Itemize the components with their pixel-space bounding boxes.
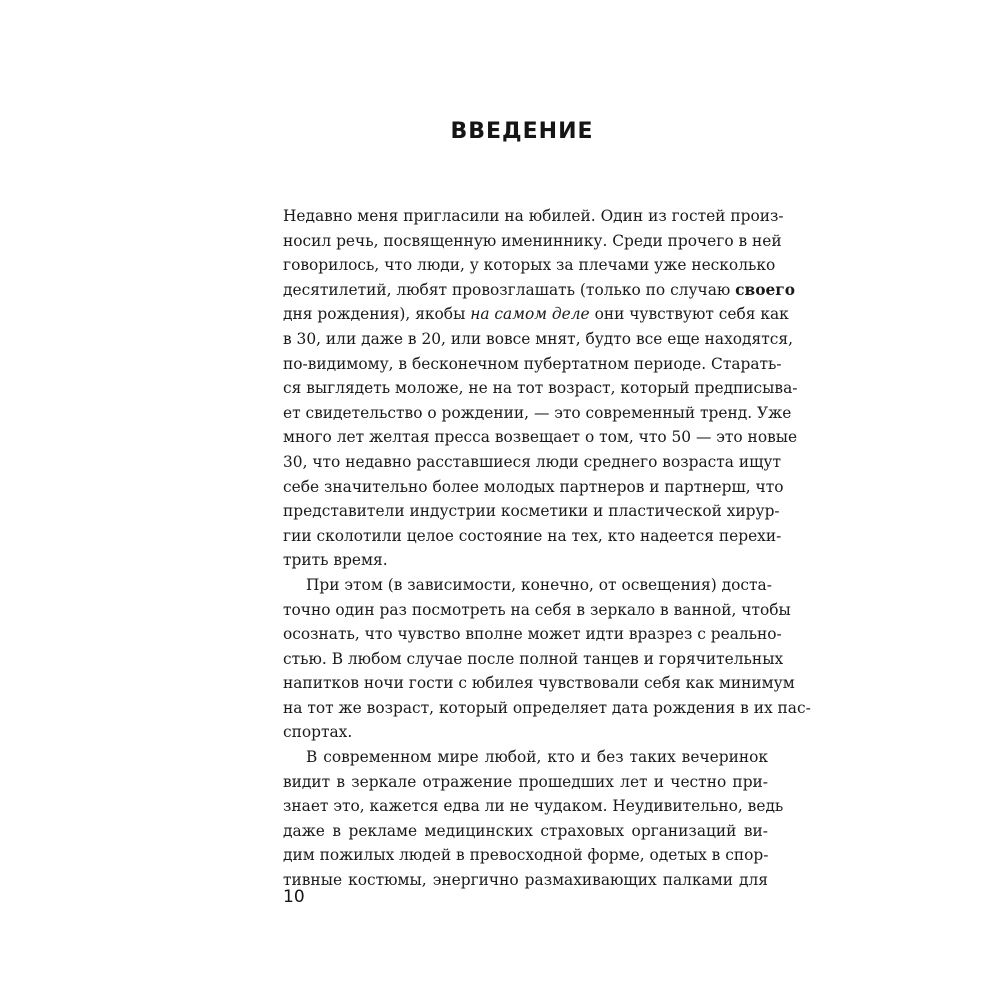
text-line: носил речь, посвященную имениннику. Среди прочего в ней bbox=[283, 231, 782, 250]
text-line: стью. В любом случае после полной танцев и горячительных bbox=[283, 649, 784, 668]
text-line: гии сколотили целое состояние на тех, кто надеется перехи- bbox=[283, 526, 782, 545]
text-line: осознать, что чувство вполне может идти вразрез с реально- bbox=[283, 625, 782, 644]
text-line: 30, что недавно расставшиеся люди среднего возраста ищут bbox=[283, 452, 781, 471]
text-line: тивные костюмы, энергично размахивающих палками для bbox=[283, 871, 768, 890]
text-line: много лет желтая пресса возвещает о том, что 50 — это новые bbox=[283, 428, 798, 447]
text-line: При этом (в зависимости, конечно, от освещения) доста- bbox=[306, 575, 772, 594]
bold-emphasis: своего bbox=[735, 280, 795, 299]
text-line bbox=[283, 302, 789, 327]
text-line: даже в рекламе медицинских страховых организаций ви- bbox=[283, 821, 768, 840]
text-line: представители индустрии косметики и пластической хирур- bbox=[283, 502, 780, 521]
text-line: видит в зеркале отражение прошедших лет и честно при- bbox=[283, 772, 768, 791]
italic-emphasis: на самом деле bbox=[470, 305, 590, 324]
text-line: знает это, кажется едва ли не чудаком. Неудивительно, ведь bbox=[283, 797, 784, 816]
body-text bbox=[283, 204, 811, 893]
text-line: В современном мире любой, кто и без таких вечеринок bbox=[306, 748, 768, 767]
chapter-heading: ВВЕДЕНИЕ bbox=[450, 119, 594, 144]
text-line: ет свидетельство о рождении, — это современный тренд. Уже bbox=[283, 403, 792, 422]
text-line: на тот же возраст, который определяет дата рождения в их пас- bbox=[283, 698, 811, 717]
text-fragment: дня рождения), якобы bbox=[283, 305, 471, 324]
text-line: по-видимому, в бесконечном пубертатном периоде. Старать- bbox=[283, 354, 782, 373]
text-line: себе значительно более молодых партнеров и партнерш, что bbox=[283, 477, 784, 496]
text-line: в 30, или даже в 20, или вовсе мнят, будто все еще находятся, bbox=[283, 329, 793, 348]
text-fragment: десятилетий, любят провозглашать (только по случаю bbox=[283, 280, 736, 299]
text-line: трить время. bbox=[283, 551, 388, 570]
text-line: точно один раз посмотреть на себя в зеркало в ванной, чтобы bbox=[283, 600, 791, 619]
text-line: Недавно меня пригласили на юбилей. Один из гостей произ- bbox=[283, 207, 784, 225]
text-line: спортах. bbox=[283, 723, 353, 742]
text-line: говорилось, что люди, у которых за плечами уже несколько bbox=[283, 256, 776, 275]
text-line bbox=[283, 278, 795, 303]
text-line: напитков ночи гости с юбилея чувствовали себя как минимум bbox=[283, 674, 795, 693]
text-fragment: они чувствуют себя как bbox=[589, 305, 789, 324]
page-number: 10 bbox=[283, 887, 305, 907]
text-line: ся выглядеть моложе, не на тот возраст, который предписыва- bbox=[283, 379, 798, 398]
text-line: дим пожилых людей в превосходной форме, одетых в спор- bbox=[283, 846, 769, 865]
